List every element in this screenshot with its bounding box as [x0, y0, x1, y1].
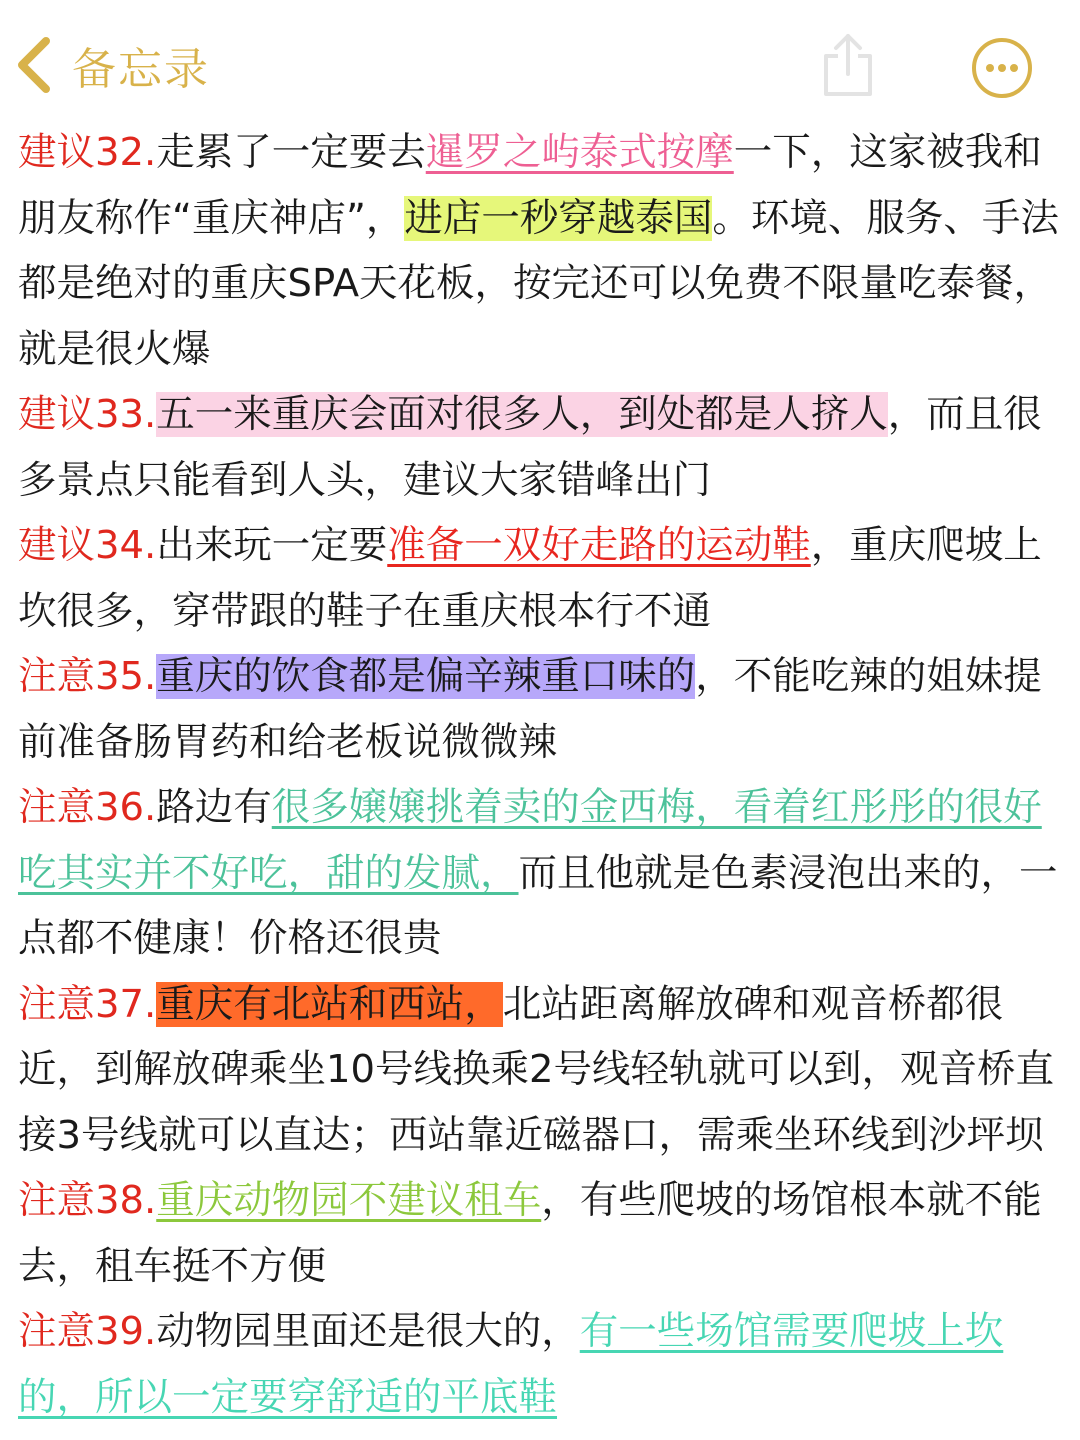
note-item-33	[18, 382, 1063, 513]
note-text: 一下，这家被我和朋友称作“重庆神店”，	[18, 130, 1042, 241]
note-text: ，有些爬坡的场馆根本就不能去，租车挺不方便	[18, 1178, 1042, 1289]
highlight-sneakers: 准备一双好走路的运动鞋	[387, 523, 811, 568]
note-item-37	[18, 972, 1063, 1169]
note-text: 走累了一定要去	[156, 130, 426, 175]
note-label: 注意38.	[18, 1178, 157, 1223]
note-text: ，而且很多景点只能看到人头，建议大家错峰出门	[18, 392, 1042, 503]
note-text: 路边有	[156, 785, 272, 830]
note-item-36	[18, 775, 1063, 972]
note-label: 注意39.	[18, 1309, 157, 1354]
highlight-stations: 重庆有北站和西站，	[156, 981, 503, 1027]
note-text: 动物园里面还是很大的，	[156, 1309, 580, 1354]
back-label: 备忘录	[72, 44, 210, 95]
back-button[interactable]	[14, 32, 210, 98]
note-item-38	[18, 1168, 1063, 1299]
note-text: 出来玩一定要	[156, 523, 388, 568]
note-label: 注意35.	[18, 654, 157, 699]
note-item-35	[18, 644, 1063, 775]
highlight-massage-shop: 暹罗之屿泰式按摩	[425, 130, 734, 175]
note-label: 建议33.	[18, 392, 157, 437]
note-text: 北站距离解放碑和观音桥都很近，到解放碑乘坐10号线换乘2号线轻轨就可以到，观音桥直接3号线就可以直达；西站靠近磁器口，需乘坐环线到沙坪坝	[18, 981, 1054, 1158]
note-item-39	[18, 1299, 1063, 1430]
note-label: 建议32.	[18, 130, 157, 175]
note-item-34	[18, 513, 1063, 644]
share-icon[interactable]	[818, 30, 878, 100]
chevron-left-icon	[14, 35, 54, 95]
highlight-plums: 很多嬢嬢挑着卖的金西梅，看着红彤彤的很好吃其实并不好吃，甜的发腻，	[18, 785, 1042, 896]
note-content	[18, 120, 1063, 1430]
note-text: 而且他就是色素浸泡出来的，一点都不健康！价格还很贵	[18, 850, 1058, 961]
note-item-32	[18, 120, 1063, 382]
note-text: 。环境、服务、手法都是绝对的重庆SPA天花板，按完还可以免费不限量吃泰餐，就是很火爆	[18, 195, 1059, 372]
highlight-zoo-rental: 重庆动物园不建议租车	[156, 1178, 542, 1223]
note-text: ，重庆爬坡上坎很多，穿带跟的鞋子在重庆根本行不通	[18, 523, 1042, 634]
note-label: 建议34.	[18, 523, 157, 568]
highlight-spicy-food: 重庆的饮食都是偏辛辣重口味的	[156, 654, 696, 699]
navigation-bar	[0, 0, 1080, 120]
highlight-thailand: 进店一秒穿越泰国	[404, 195, 713, 241]
more-icon[interactable]	[970, 36, 1034, 100]
highlight-flat-shoes: 有一些场馆需要爬坡上坎的，所以一定要穿舒适的平底鞋	[18, 1309, 1004, 1420]
note-label: 注意36.	[18, 785, 157, 830]
highlight-crowds: 五一来重庆会面对很多人，到处都是人挤人	[156, 392, 888, 437]
note-text: ，不能吃辣的姐妹提前准备肠胃药和给老板说微微辣	[18, 654, 1042, 765]
note-label: 注意37.	[18, 981, 157, 1027]
